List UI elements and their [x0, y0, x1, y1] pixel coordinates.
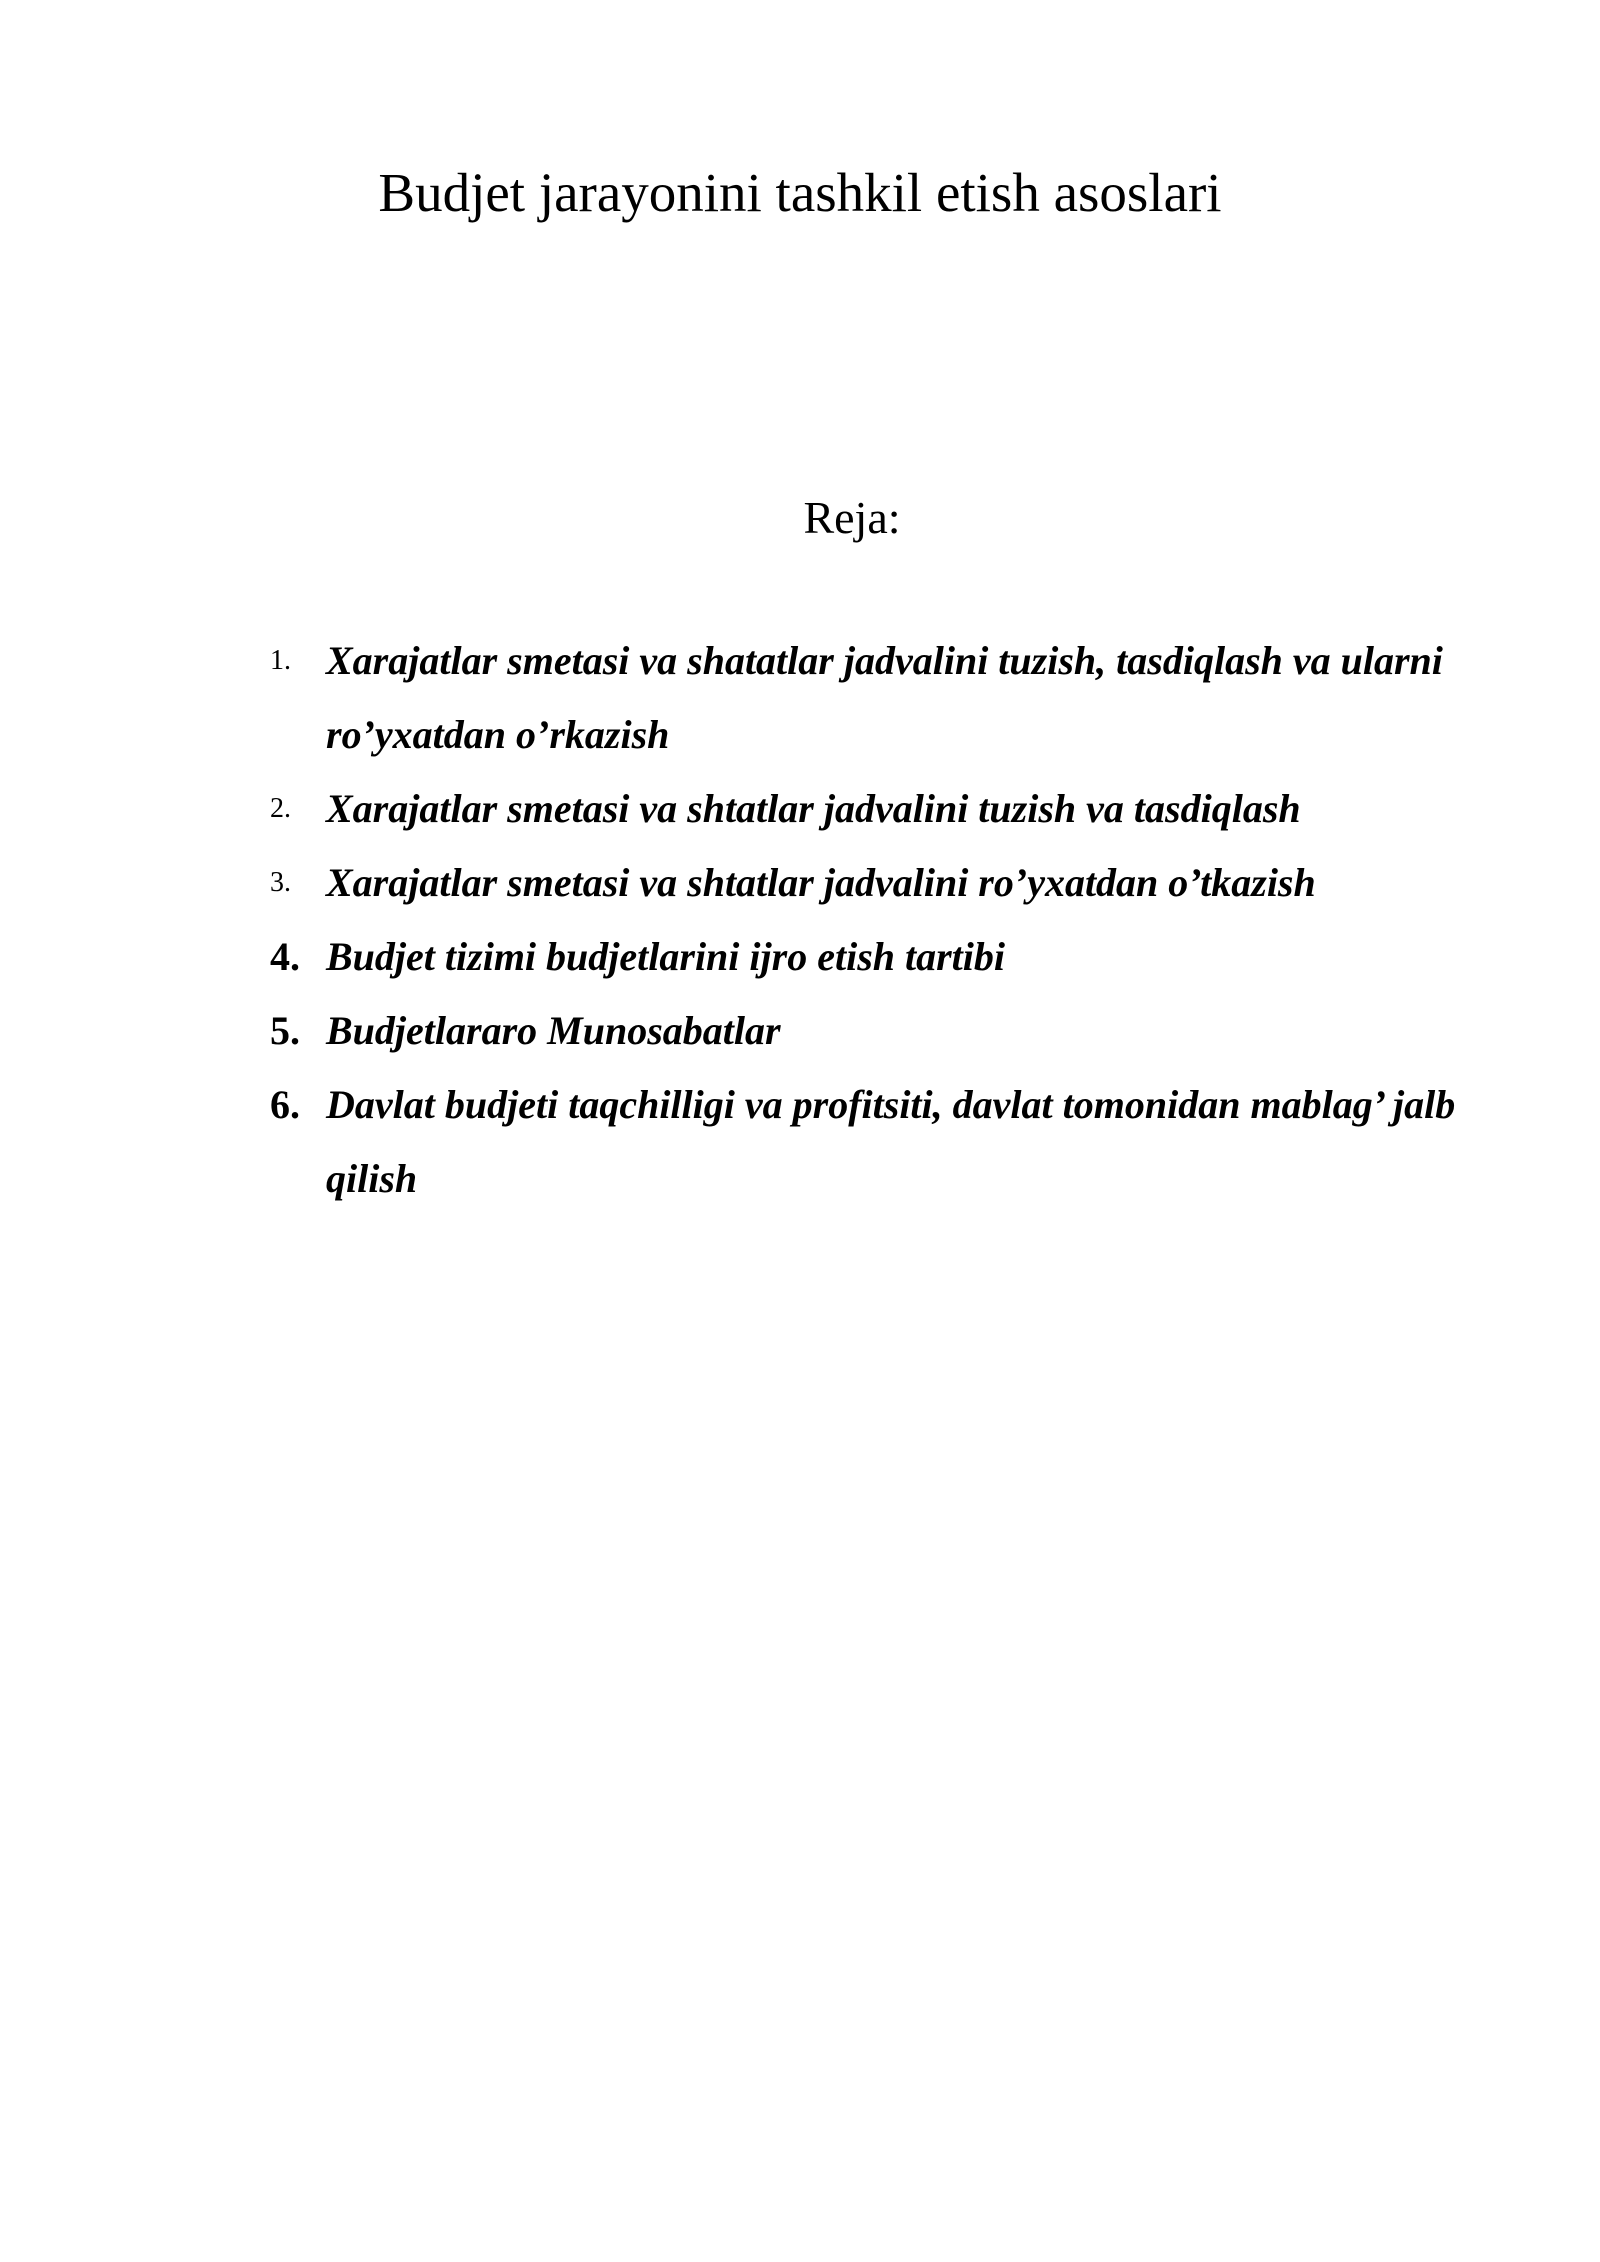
plan-item-number: 3.	[270, 867, 291, 898]
plan-item-number: 4.	[270, 934, 300, 979]
plan-item-number: 2.	[270, 793, 291, 824]
document-title: Budjet jarayonini tashkil etish asoslari	[378, 162, 1222, 223]
plan-item-text: Budjet tizimi budjetlarini ijro etish tartibi	[326, 934, 1006, 979]
plan-item-number: 1.	[270, 645, 291, 676]
plan-item-text: Xarajatlar smetasi va shatatlar jadvalini tuzish, tasdiqlash va ularni ro’yxatdan o’rkazish	[326, 638, 1443, 757]
plan-item-text: Xarajatlar smetasi va shtatlar jadvalini tuzish va tasdiqlash	[326, 786, 1301, 831]
plan-item-3	[270, 846, 1530, 920]
plan-item-2	[270, 772, 1530, 846]
plan-list	[270, 624, 1530, 1216]
plan-heading: Reja:	[803, 492, 901, 543]
plan-item-number: 6.	[270, 1082, 300, 1127]
plan-item-1	[270, 624, 1530, 772]
plan-item-5	[270, 994, 1530, 1068]
plan-item-text: Budjetlararo Munosabatlar	[326, 1008, 781, 1053]
plan-item-4	[270, 920, 1530, 994]
plan-item-number: 5.	[270, 1008, 300, 1053]
plan-item-text: Davlat budjeti taqchilligi va profitsiti, davlat tomonidan mablag’ jalb qilish	[326, 1082, 1456, 1201]
plan-item-text: Xarajatlar smetasi va shtatlar jadvalini ro’yxatdan o’tkazish	[326, 860, 1316, 905]
plan-item-6	[270, 1068, 1530, 1216]
